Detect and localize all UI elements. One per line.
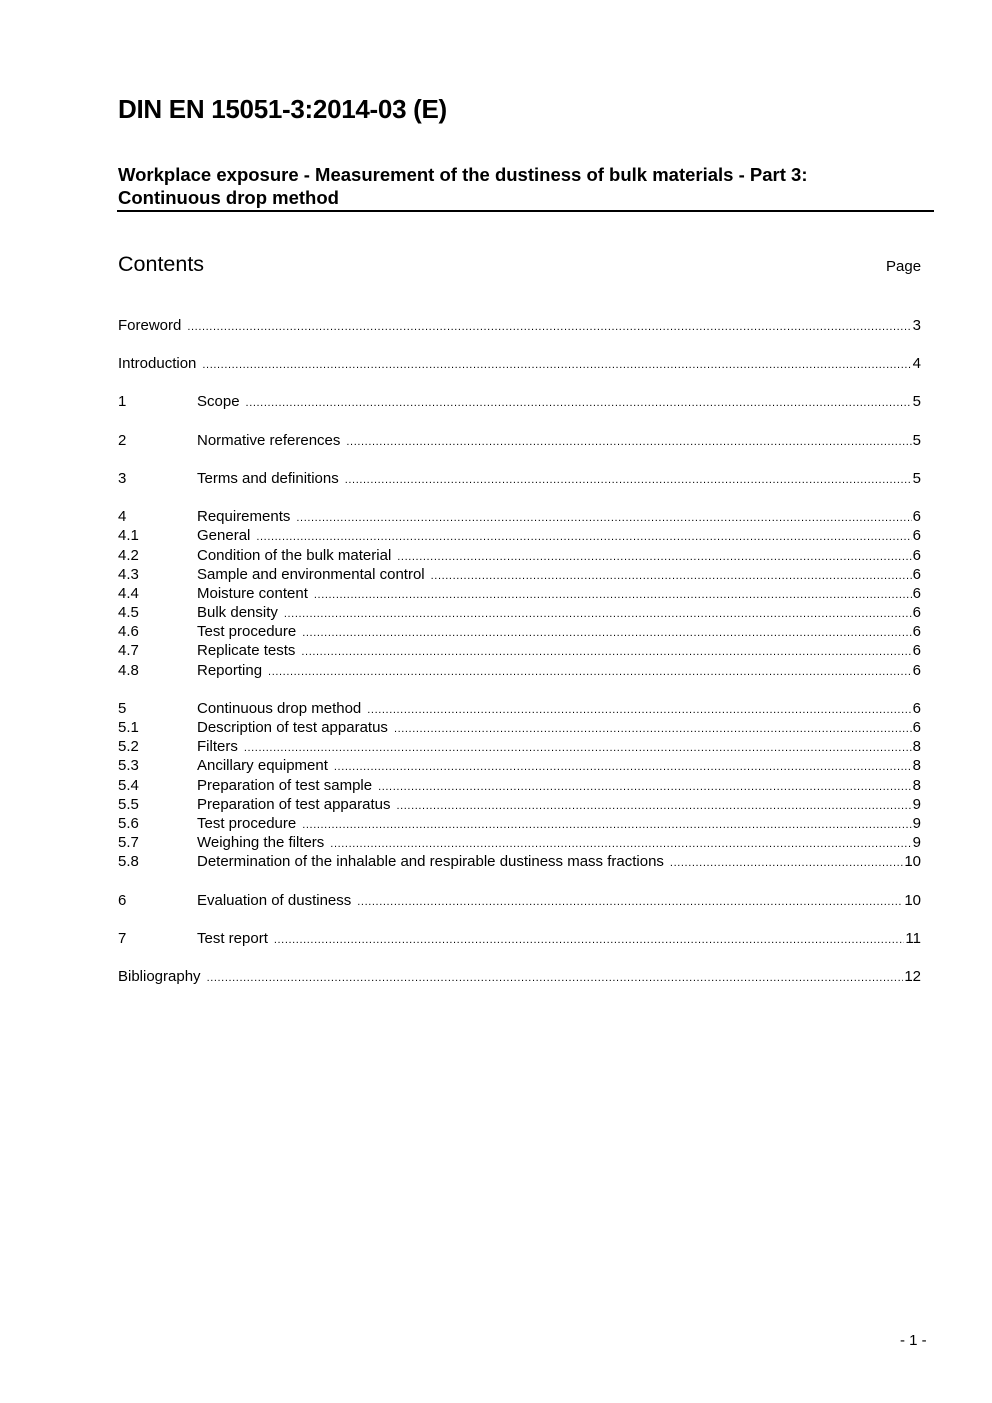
toc-entry[interactable] <box>118 833 921 852</box>
toc-entry[interactable] <box>118 718 921 737</box>
toc-dot-leader <box>268 661 912 682</box>
toc-entry-page: 6 <box>912 700 921 717</box>
toc-entry-number: 5.5 <box>118 796 139 813</box>
toc-entry-number: 4.7 <box>118 642 139 659</box>
toc-dot-leader <box>431 565 912 586</box>
toc-entry[interactable] <box>118 392 921 411</box>
toc-entry[interactable] <box>118 316 921 335</box>
toc-entry-number: 5.1 <box>118 719 139 736</box>
toc-entry-title: Preparation of test apparatus <box>197 796 391 813</box>
toc-entry-number: 2 <box>118 432 127 449</box>
toc-entry-page: 11 <box>905 930 921 947</box>
toc-entry[interactable] <box>118 354 921 373</box>
toc-dot-leader <box>301 641 911 662</box>
toc-entry-page: 12 <box>904 968 921 985</box>
toc-entry[interactable] <box>118 852 921 871</box>
toc-entry-number: 4.5 <box>118 604 139 621</box>
toc-entry-title: Terms and definitions <box>197 470 339 487</box>
toc-entry[interactable] <box>118 507 921 526</box>
toc-entry-title: Description of test apparatus <box>197 719 388 736</box>
toc-dot-leader <box>256 526 911 547</box>
toc-entry-number: 4.6 <box>118 623 139 640</box>
toc-entry-title: Normative references <box>197 432 341 449</box>
document-id: DIN EN 15051-3:2014-03 (E) <box>118 94 447 124</box>
toc-entry-page: 10 <box>904 853 921 870</box>
toc-entry[interactable] <box>118 737 921 756</box>
toc-entry[interactable] <box>118 603 921 622</box>
toc-entry-title: General <box>197 527 251 544</box>
toc-entry[interactable] <box>118 967 921 986</box>
toc-entry-number: 4.3 <box>118 566 139 583</box>
toc-entry-number: 4.1 <box>118 527 139 544</box>
toc-entry-page: 6 <box>912 623 921 640</box>
toc-entry-page: 6 <box>912 662 921 679</box>
toc-entry-number: 4.2 <box>118 547 139 564</box>
toc-dot-leader <box>345 469 912 490</box>
toc-entry-title: Ancillary equipment <box>197 757 328 774</box>
toc-entry-title: Condition of the bulk material <box>197 547 392 564</box>
toc-entry-page: 6 <box>912 642 921 659</box>
toc-entry-title: Requirements <box>197 508 291 525</box>
toc-entry[interactable] <box>118 641 921 660</box>
toc-entry-page: 5 <box>912 393 921 410</box>
toc-entry-title: Replicate tests <box>197 642 296 659</box>
document-title-line-2: Continuous drop method <box>118 187 339 208</box>
toc-dot-leader <box>330 833 911 854</box>
toc-dot-leader <box>378 776 912 797</box>
toc-entry-page: 9 <box>912 815 921 832</box>
toc-dot-leader <box>394 718 912 739</box>
toc-entry-page: 4 <box>912 355 921 372</box>
toc-entry-page: 9 <box>912 796 921 813</box>
toc-dot-leader <box>357 891 903 912</box>
toc-entry[interactable] <box>118 469 921 488</box>
toc-entry-title: Moisture content <box>197 585 308 602</box>
toc-entry[interactable] <box>118 756 921 775</box>
toc-entry-page: 9 <box>912 834 921 851</box>
toc-entry-page: 6 <box>912 719 921 736</box>
toc-dot-leader <box>302 814 911 835</box>
toc-dot-leader <box>284 603 912 624</box>
toc-entry-number: 5.8 <box>118 853 139 870</box>
toc-entry-number: 3 <box>118 470 127 487</box>
footer-page-number: - 1 - <box>900 1332 927 1349</box>
toc-entry-page: 6 <box>912 527 921 544</box>
toc-entry-title: Determination of the inhalable and respirable dustiness mass fractions <box>197 853 664 870</box>
toc-entry[interactable] <box>118 622 921 641</box>
document-title <box>118 163 908 209</box>
toc-entry-title: Continuous drop method <box>197 700 362 717</box>
toc-entry-title: Filters <box>197 738 238 755</box>
toc-entry[interactable] <box>118 584 921 603</box>
toc-entry[interactable] <box>118 814 921 833</box>
toc-dot-leader <box>367 699 911 720</box>
toc-entry-title: Test procedure <box>197 623 297 640</box>
toc-entry-number: 6 <box>118 892 127 909</box>
toc-entry[interactable] <box>118 795 921 814</box>
toc-entry-title: Evaluation of dustiness <box>197 892 352 909</box>
toc-entry[interactable] <box>118 699 921 718</box>
toc-entry-page: 5 <box>912 470 921 487</box>
toc-entry-title: Sample and environmental control <box>197 566 425 583</box>
toc-dot-leader <box>334 756 912 777</box>
toc-entry[interactable] <box>118 776 921 795</box>
toc-entry-number: 5 <box>118 700 127 717</box>
toc-entry-number: 7 <box>118 930 127 947</box>
toc-entry[interactable] <box>118 431 921 450</box>
toc-dot-leader <box>244 737 912 758</box>
toc-dot-leader <box>670 852 903 873</box>
toc-entry-number: 5.3 <box>118 757 139 774</box>
toc-entry-page: 3 <box>912 317 921 334</box>
toc-entry[interactable] <box>118 891 921 910</box>
toc-entry-page: 6 <box>912 566 921 583</box>
toc-entry[interactable] <box>118 661 921 680</box>
toc-entry-number: 1 <box>118 393 127 410</box>
toc-entry-page: 8 <box>912 777 921 794</box>
toc-entry-page: 6 <box>912 547 921 564</box>
toc-entry-page: 8 <box>912 738 921 755</box>
toc-dot-leader <box>202 354 911 375</box>
toc-entry-title: Preparation of test sample <box>197 777 373 794</box>
toc-entry-title: Test report <box>197 930 268 947</box>
toc-dot-leader <box>314 584 912 605</box>
toc-entry[interactable] <box>118 929 921 948</box>
document-title-line-1: Workplace exposure - Measurement of the dustiness of bulk materials - Part 3: <box>118 164 808 185</box>
toc-dot-leader <box>207 967 904 988</box>
toc-entry-number: 4.4 <box>118 585 139 602</box>
toc-entry-title: Test procedure <box>197 815 297 832</box>
toc-entry-number: 5.4 <box>118 777 139 794</box>
toc-dot-leader <box>296 507 911 528</box>
toc-entry-title: Bulk density <box>197 604 278 621</box>
toc-dot-leader <box>346 431 911 452</box>
toc-entry-title: Bibliography <box>118 968 201 985</box>
toc-entry-number: 5.6 <box>118 815 139 832</box>
toc-entry-title: Foreword <box>118 317 182 334</box>
toc-entry-page: 6 <box>912 604 921 621</box>
toc-entry-title: Scope <box>197 393 240 410</box>
toc-entry[interactable] <box>118 565 921 584</box>
toc-dot-leader <box>396 795 911 816</box>
title-rule <box>117 210 934 212</box>
page-column-heading: Page <box>886 258 922 275</box>
toc-entry-number: 5.7 <box>118 834 139 851</box>
toc-entry-number: 4 <box>118 508 127 525</box>
toc-entry-title: Weighing the filters <box>197 834 325 851</box>
toc-entry-page: 8 <box>912 757 921 774</box>
toc-entry-number: 4.8 <box>118 662 139 679</box>
toc-entry-page: 6 <box>912 508 921 525</box>
toc-dot-leader <box>397 546 911 567</box>
toc-dot-leader <box>302 622 911 643</box>
toc-entry-title: Reporting <box>197 662 263 679</box>
contents-heading: Contents <box>118 252 205 276</box>
toc-dot-leader <box>246 392 912 413</box>
toc-entry-number: 5.2 <box>118 738 139 755</box>
toc-entry-page: 5 <box>912 432 921 449</box>
toc-entry[interactable] <box>118 526 921 545</box>
toc-entry-page: 6 <box>912 585 921 602</box>
toc-dot-leader <box>274 929 905 950</box>
toc-entry-page: 10 <box>904 892 921 909</box>
toc-entry[interactable] <box>118 546 921 565</box>
toc-dot-leader <box>187 316 911 337</box>
toc-entry-title: Introduction <box>118 355 197 372</box>
